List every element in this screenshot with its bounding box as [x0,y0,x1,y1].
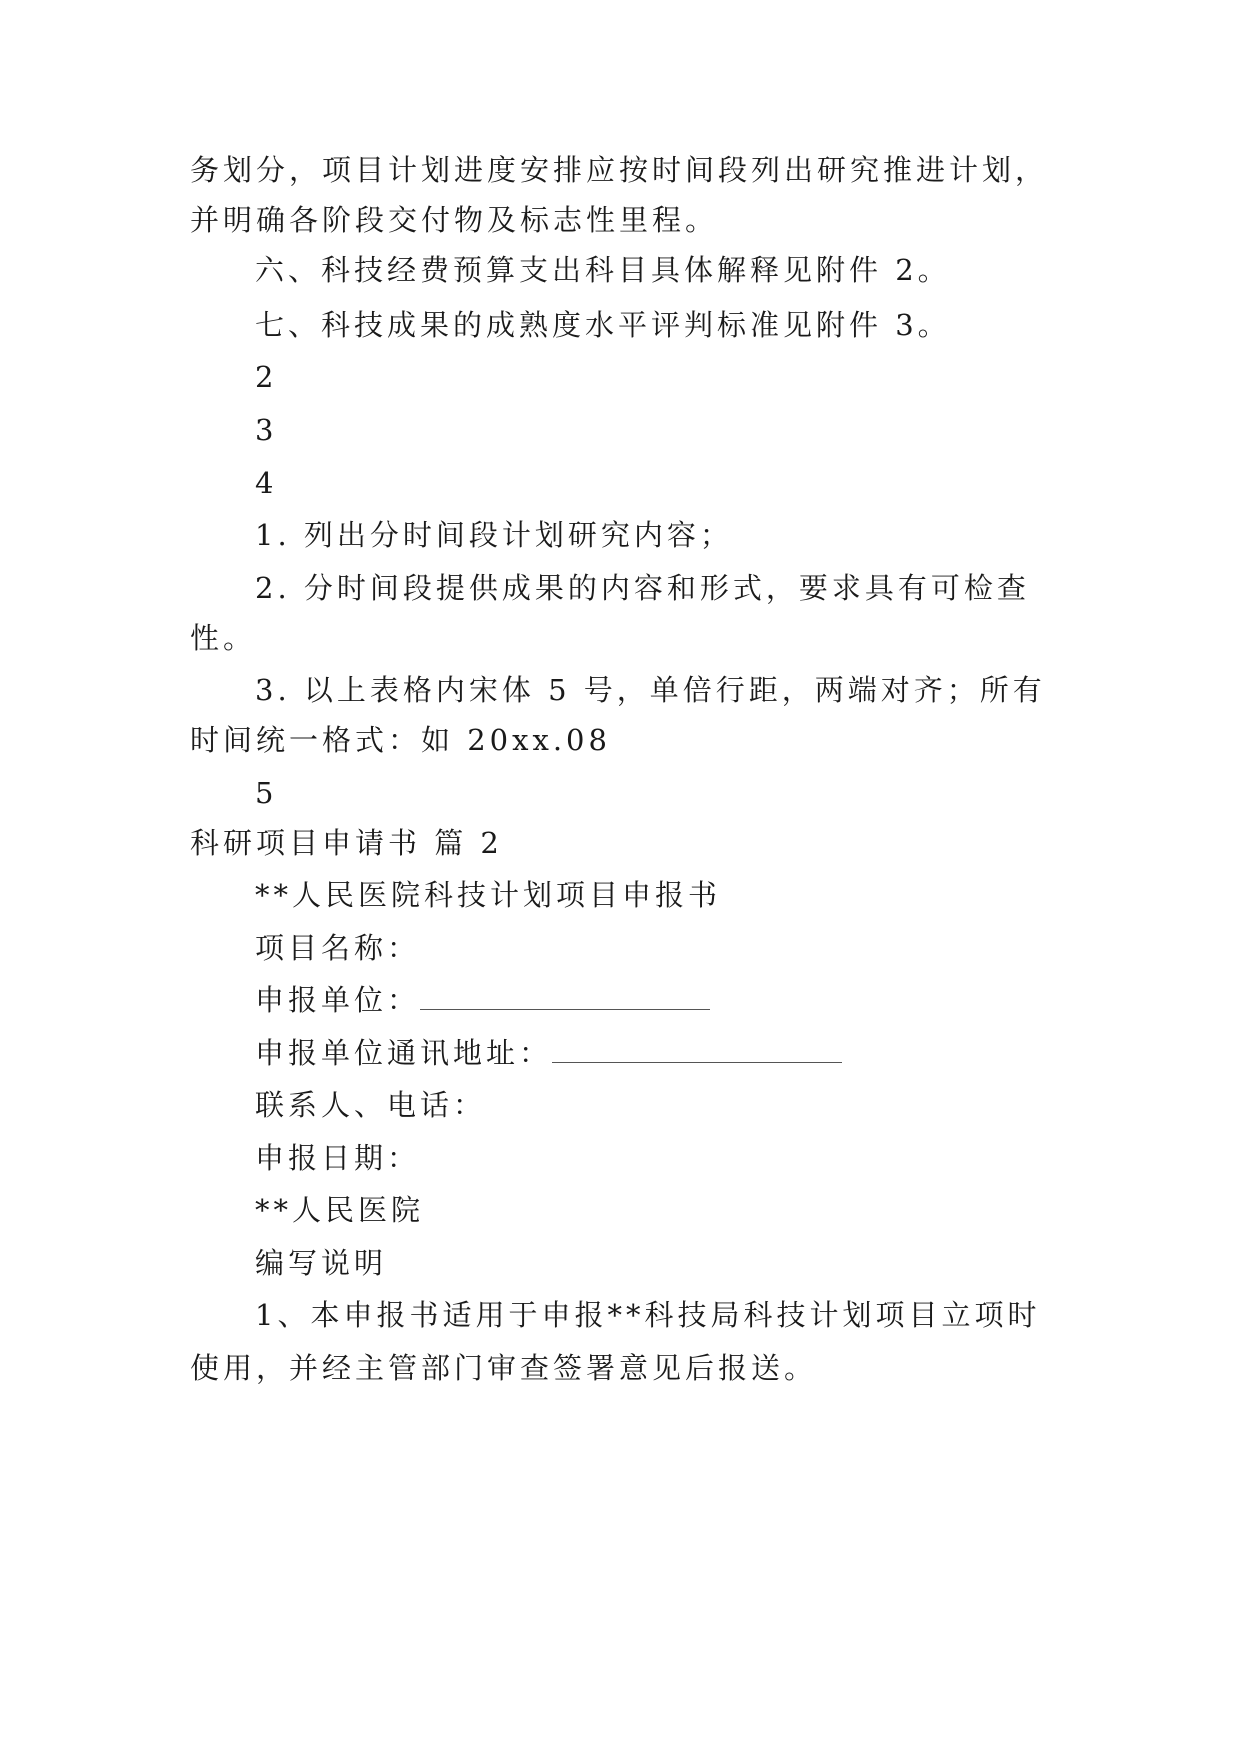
form-row-applicant-unit [255,980,1070,1020]
paragraph-line: 5 [255,776,278,810]
form-label-project-name: 项目名称： [255,931,421,965]
paragraph-line: 六、科技经费预算支出科目具体解释见附件 2。 [255,253,951,287]
document-title: **人民医院科技计划项目申报书 [255,878,722,912]
form-label-unit-address: 申报单位通讯地址： [255,1036,553,1070]
paragraph-line: 使用，并经主管部门审查签署意见后报送。 [190,1351,818,1385]
form-row-unit-address [255,1033,1070,1073]
section-heading-instructions: 编写说明 [255,1246,388,1280]
paragraph-line: 2. 分时间段提供成果的内容和形式，要求具有可检查 [255,571,1030,605]
paragraph-line: 3 [255,413,278,447]
paragraph-line: 务划分，项目计划进度安排应按时间段列出研究推进计划， [190,153,1049,187]
form-label-contact: 联系人、电话： [255,1088,487,1122]
paragraph-line: 1、本申报书适用于申报**科技局科技计划项目立项时 [255,1298,1041,1332]
paragraph-line: 七、科技成果的成熟度水平评判标准见附件 3。 [255,308,951,342]
paragraph-line: 时间统一格式：如 20xx.08 [190,723,611,757]
form-label-date: 申报日期： [255,1141,421,1175]
paragraph-line: 性。 [190,621,257,655]
paragraph-line: 3. 以上表格内宋体 5 号，单倍行距，两端对齐；所有 [255,673,1046,707]
section-heading: 科研项目申请书 篇 2 [190,826,503,860]
form-label-applicant-unit: 申报单位： [255,983,421,1017]
paragraph-line: 1. 列出分时间段计划研究内容； [255,518,733,552]
paragraph-line: 2 [255,360,278,394]
blank-underline [552,1040,842,1063]
blank-underline [420,987,710,1010]
paragraph-line: 并明确各阶段交付物及标志性里程。 [190,203,719,237]
organization-name: **人民医院 [255,1193,425,1227]
paragraph-line: 4 [255,466,278,500]
